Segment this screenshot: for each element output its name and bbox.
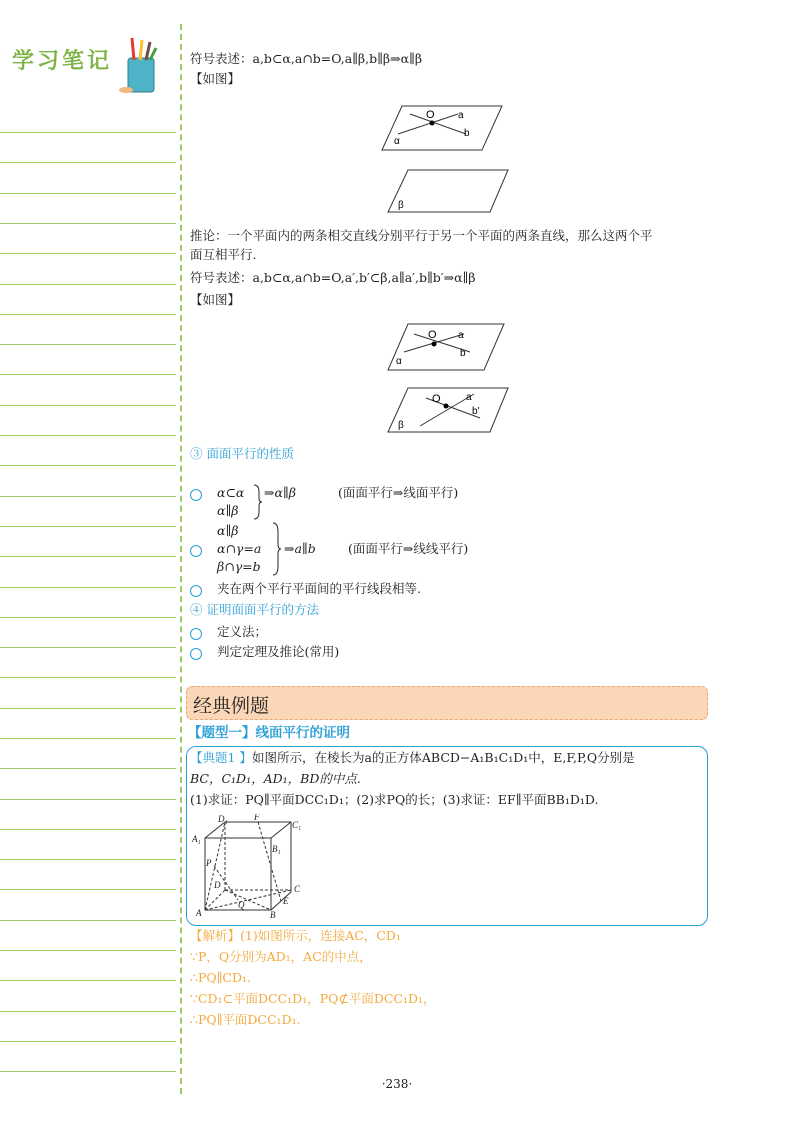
prop2-result: ⇒a∥b: [284, 541, 316, 556]
svg-text:C: C: [294, 884, 301, 894]
figure-theorem: [380, 100, 510, 220]
label-beta: β: [398, 200, 404, 211]
prop2-line1: α∥β: [217, 523, 239, 538]
note-line: [0, 980, 176, 981]
figure-label-2: 【如图】: [190, 292, 241, 307]
prop1-line1: α⊂α: [217, 485, 245, 500]
example-line1: 【典题1 】如图所示，在棱长为a的正方体ABCD−A₁B₁C₁D₁中，E,F,P,Q分别是: [190, 750, 635, 765]
prop3: 夹在两个平行平面间的平行线段相等.: [217, 581, 421, 596]
example-line2: BC，C₁D₁，AD₁，BD的中点.: [190, 771, 361, 786]
method1: 定义法；: [217, 624, 268, 639]
svg-text:β: β: [398, 420, 404, 431]
note-line: [0, 768, 176, 769]
svg-text:E: E: [283, 896, 289, 906]
point-o: [430, 121, 435, 126]
note-line: [0, 889, 176, 890]
note-line: [0, 738, 176, 739]
example-tag: 【典题1 】: [190, 750, 252, 765]
bullet-icon: [190, 489, 202, 501]
svg-text:A₁: A₁: [192, 834, 201, 844]
svg-text:C₁: C₁: [292, 820, 302, 830]
note-line: [0, 284, 176, 285]
sidebar-title: 学习笔记: [12, 49, 113, 74]
note-line: [0, 132, 176, 133]
svg-text:b': b': [472, 406, 480, 417]
svg-text:F: F: [254, 814, 260, 822]
note-line: [0, 829, 176, 830]
note-line: [0, 677, 176, 678]
pencil-cup-icon: [118, 36, 168, 96]
note-line: [0, 587, 176, 588]
svg-text:Q: Q: [238, 900, 245, 910]
page-number: ·238·: [381, 1077, 413, 1091]
svg-text:D₁: D₁: [218, 814, 228, 824]
brace-icon: [253, 484, 263, 520]
label-o: O: [426, 109, 435, 121]
note-line: [0, 647, 176, 648]
plane-beta: [388, 170, 508, 212]
svg-text:a: a: [466, 392, 472, 403]
prop1-line2: α∥β: [217, 503, 239, 518]
theorem-symbol-line: 符号表述：a,b⊂α,a∩b=O,a∥β,b∥β⇒α∥β: [190, 51, 423, 66]
solution-line2: ∵P，Q分别为AD₁，AC的中点，: [190, 949, 372, 964]
methods-heading: ④ 证明面面平行的方法: [190, 602, 319, 617]
note-line: [0, 799, 176, 800]
corollary-symbol-line: 符号表述：a,b⊂α,a∩b=O,a′,b′⊂β,a∥a′,b∥b′⇒α∥β: [190, 270, 476, 285]
note-line: [0, 617, 176, 618]
prop2-line3: β∩γ=b: [217, 559, 261, 574]
note-line: [0, 344, 176, 345]
label-a: a: [458, 110, 464, 121]
note-line: [0, 253, 176, 254]
note-line: [0, 223, 176, 224]
corollary-text-1: 推论：一个平面内的两条相交直线分别平行于另一个平面的两条直线，那么这两个平: [190, 228, 653, 243]
svg-text:A: A: [196, 908, 202, 918]
label-alpha: α: [394, 136, 400, 147]
note-line: [0, 435, 176, 436]
solution-line5: ∴PQ∥平面DCC₁D₁.: [190, 1012, 301, 1027]
figure-label: 【如图】: [190, 71, 241, 86]
properties-heading: ③ 面面平行的性质: [190, 446, 294, 461]
solution-line3: ∴PQ∥CD₁.: [190, 970, 251, 985]
note-line: [0, 496, 176, 497]
svg-text:B: B: [270, 910, 276, 920]
corollary-text-2: 面互相平行.: [190, 247, 257, 262]
note-line: [0, 1071, 176, 1072]
note-line: [0, 193, 176, 194]
bullet-icon: [190, 648, 202, 660]
svg-text:O: O: [428, 329, 437, 341]
section-banner: 经典例题: [186, 686, 708, 720]
dashed-divider: [180, 24, 182, 1094]
svg-text:P: P: [206, 858, 212, 868]
note-line: [0, 556, 176, 557]
note-line: [0, 859, 176, 860]
note-line: [0, 465, 176, 466]
svg-text:a: a: [458, 330, 464, 341]
type-heading: 【题型一】线面平行的证明: [188, 725, 350, 741]
prop1-note: (面面平行⇒线面平行): [338, 485, 459, 500]
brace-icon: [272, 522, 282, 576]
svg-text:D: D: [214, 880, 221, 890]
bullet-icon: [190, 628, 202, 640]
svg-text:O: O: [432, 393, 441, 405]
cube-figure: [190, 814, 308, 920]
label-b: b: [464, 128, 470, 139]
prop1-result: ⇒α∥β: [264, 485, 296, 500]
note-line: [0, 920, 176, 921]
note-line: [0, 162, 176, 163]
note-line: [0, 950, 176, 951]
figure-corollary: [386, 322, 510, 436]
note-line: [0, 1011, 176, 1012]
bullet-icon: [190, 585, 202, 597]
note-line: [0, 374, 176, 375]
note-line: [0, 708, 176, 709]
svg-text:b: b: [460, 348, 466, 359]
method2: 判定定理及推论(常用): [217, 644, 340, 659]
note-line: [0, 405, 176, 406]
prop2-line2: α∩γ=a: [217, 541, 262, 556]
prop2-note: (面面平行⇒线线平行): [348, 541, 469, 556]
note-line: [0, 526, 176, 527]
svg-text:α: α: [396, 356, 402, 367]
bullet-icon: [190, 545, 202, 557]
svg-text:B₁: B₁: [272, 844, 281, 854]
note-line: [0, 314, 176, 315]
solution-line4: ∵CD₁⊂平面DCC₁D₁，PQ⊄平面DCC₁D₁，: [190, 991, 436, 1006]
example-line3: (1)求证：PQ∥平面DCC₁D₁；(2)求PQ的长；(3)求证：EF∥平面BB₁D₁D.: [190, 792, 599, 807]
solution-line1: 【解析】(1)如图所示，连接AC，CD₁: [190, 928, 401, 943]
plane-alpha: [382, 106, 502, 150]
note-line: [0, 1041, 176, 1042]
